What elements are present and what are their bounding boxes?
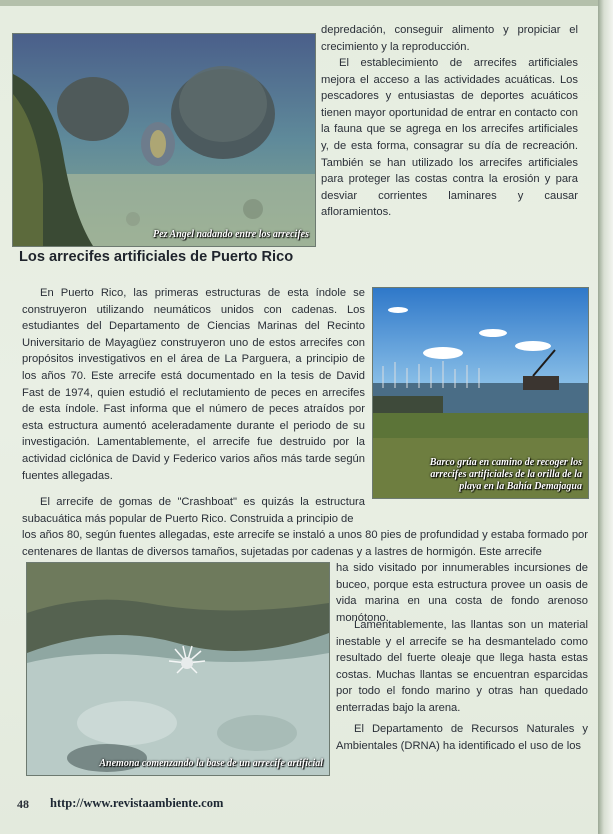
anemone-photo (26, 562, 330, 776)
section-heading: Los arrecifes artificiales de Puerto Rico (19, 249, 294, 265)
anemone-photo-image (27, 563, 329, 775)
paragraph-first-structures: En Puerto Rico, las primeras estructuras de esta índole se construyeron utilizando neumáticos unidos con cadenas. Los estudiantes del Departamento de Ciencias Marinas del Recinto Universitario de Mayagüez construyeron uno de estos arrecifes con propósitos investigativos en el área de La Parguera, a principio de los años 70. Este arrecife está documentado en la tesis de David Fast de 1974, quien estudió el reclutamiento de peces en arrecifes de esta índole. Fast informa que el número de peces atraídos por esta estructura aumentó aceleradamente durante el periodo de su investigación. Lamentablemente, el arrecife fue destruido por la actividad ciclónica de David y Federico varios años más tarde según fuentes allegadas. (22, 287, 365, 482)
paragraph-tires-unstable: Lamentablemente, las llantas son un material inestable y el arrecife se ha desmantelado como resultado del fuerte oleaje que llega hasta estas costas. Muchas llantas se encuentran esparcidas por todo el fondo marino y otras han quedado enterradas bajo la arena. (336, 619, 588, 714)
paragraph-crashboat-b: los años 80, según fuentes allegadas, este arrecife se instaló a unos 80 pies de profundidad y estaba formado por centenares de llantas de diversos tamaños, sujetadas por cadenas y a lastres de hormigón. Este arrecife (22, 529, 588, 558)
anemone-caption: Anemona comenzando la base de un arrecife artificial (99, 758, 323, 769)
paragraph-diving: ha sido visitado por innumerables incursiones de buceo, porque esta estructura provee un oasis de vida marina en una costa de fondo arenoso monótono. (336, 562, 588, 624)
website-link[interactable]: http://www.revistaambiente.com (50, 796, 224, 810)
top-band (0, 0, 598, 6)
page-edge (598, 0, 613, 834)
angelfish-photo (12, 33, 316, 247)
paragraph-drna: El Departamento de Recursos Naturales y Ambientales (DRNA) ha identificado el uso de los (336, 723, 588, 752)
paragraph-predation: depredación, conseguir alimento y propiciar el crecimiento y la reproducción. (321, 24, 578, 53)
paragraph-crashboat-a: El arrecife de gomas de "Crashboat" es quizás la estructura subacuática más popular de Puerto Rico. Construida a principio de (22, 496, 365, 525)
crane-barge-caption: Barco grúa en camino de recoger los arrecifes artificiales de la orilla de la playa en la Bahía Demajagua (429, 457, 582, 492)
angelfish-caption: Pez Angel nadando entre los arrecifes (152, 229, 309, 240)
crane-barge-photo (372, 287, 589, 499)
page-number: 48 (17, 797, 29, 811)
paragraph-recreation: El establecimiento de arrecifes artificiales mejora el acceso a las actividades acuáticas. Los pescadores y entusiastas de deportes acuáticos tienen mayor oportunidad de entrar en contacto con la fauna que se agrega en los arrecifes artificiales y, de esta forma, consagrar su día de recreación. También se han utilizado los arrecifes artificiales para proteger las costas contra la erosión y para desviar corrientes laminares y causar afloramientos. (321, 57, 578, 219)
angelfish-photo-image (13, 34, 315, 246)
